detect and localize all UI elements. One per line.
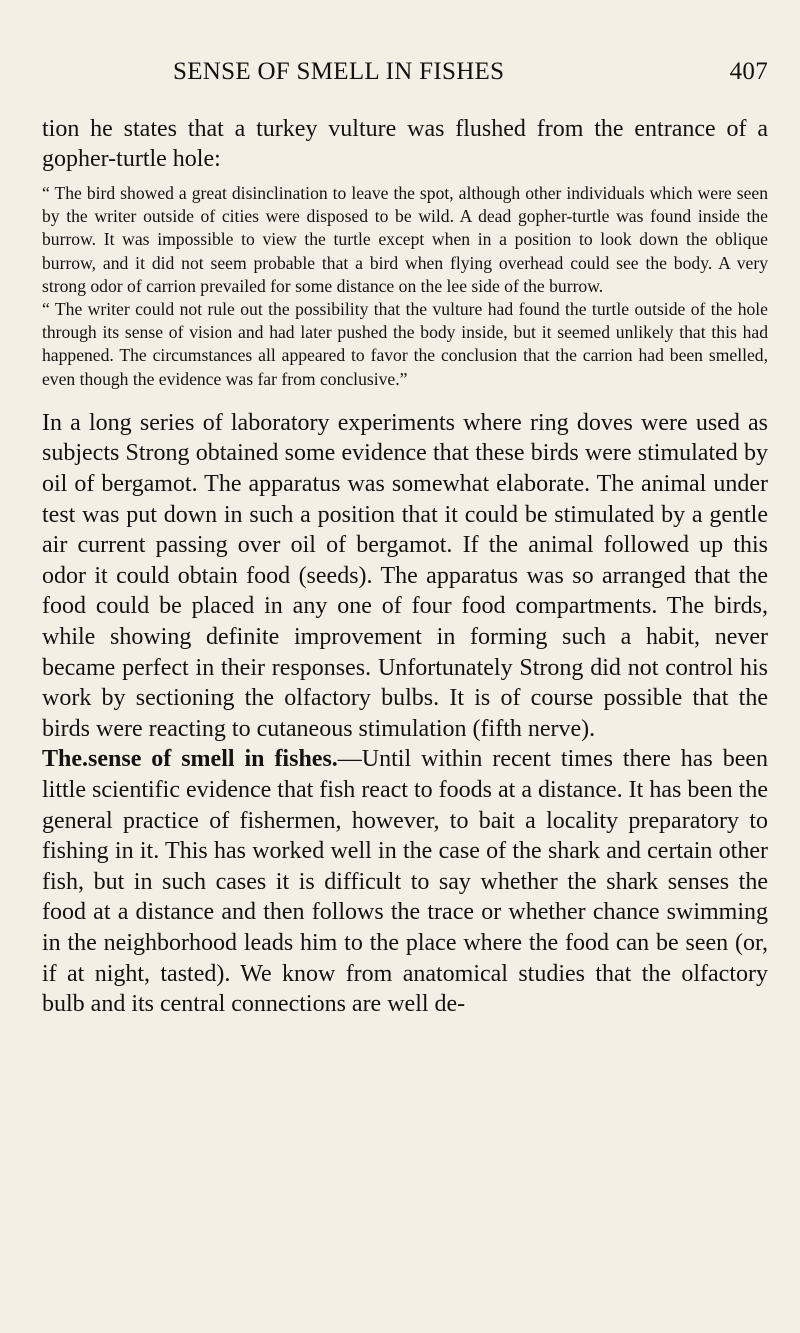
body-paragraph: In a long series of laboratory experiments where ring doves were used as subjects Strong obtained some evidence that these birds were stimulated by oil of bergamot. The apparatus was somewhat elaborate. The animal under test was put down in such a position that it could be stimulated by a gentle air current passing over oil of bergamot. If the animal followed up this odor it could obtain food (seeds). The apparatus was so arranged that the food could be placed in any one of four food compartments. The birds, while showing definite improvement in forming such a habit, never became perfect in their responses. Unfortunately Strong did not control his work by sectioning the olfactory bulbs. It is of course possible that the birds were reacting to cutaneous stimulation (fifth nerve). (42, 409, 768, 742)
quote-paragraph: “ The bird showed a great disinclination to leave the spot, although other individuals which were seen by the writer outside of cities were disposed to be wild. A dead gopher-turtle was found inside the burrow. It was impossible to view the turtle except when in a position to look down the oblique burrow, and it did not seem probable that a bird when flying overhead could see the body. A very strong odor of carrion prevailed for some distance on the lee side of the burrow. (42, 183, 768, 296)
book-page (42, 58, 768, 1020)
running-title: SENSE OF SMELL IN FISHES (173, 58, 505, 85)
lead-paragraph: tion he states that a turkey vulture was flushed from the entrance of a gopher-turtle hole: (42, 116, 768, 172)
page-number: 407 (729, 58, 768, 85)
body-paragraph (42, 744, 768, 1019)
quote-paragraph: “ The writer could not rule out the possibility that the vulture had found the turtle outside of the hole through its sense of vision and had later pushed the body inside, but it seemed unlikely that this had happened. The circumstances all appeared to favor the conclusion that the carrion had been smelled, even though the evidence was far from conclusive.” (42, 299, 768, 389)
running-head (42, 58, 768, 88)
body-text (42, 408, 768, 1020)
section-paragraph-text: —Until within recent times there has been little scientific evidence that fish react to foods at a distance. It has been the general practice of fishermen, however, to bait a locality preparatory to fishing in it. This has worked well in the case of the shark and certain other fish, but in such cases it is difficult to say whether the shark senses the food at a distance and then follows the trace or whether chance swimming in the neighborhood leads him to the place where the food can be seen (or, if at night, tasted). We know from anatomical studies that the olfactory bulb and its central connections are well de- (42, 746, 769, 1018)
block-quote (42, 182, 768, 391)
section-heading: The.sense of smell in fishes. (42, 746, 338, 773)
